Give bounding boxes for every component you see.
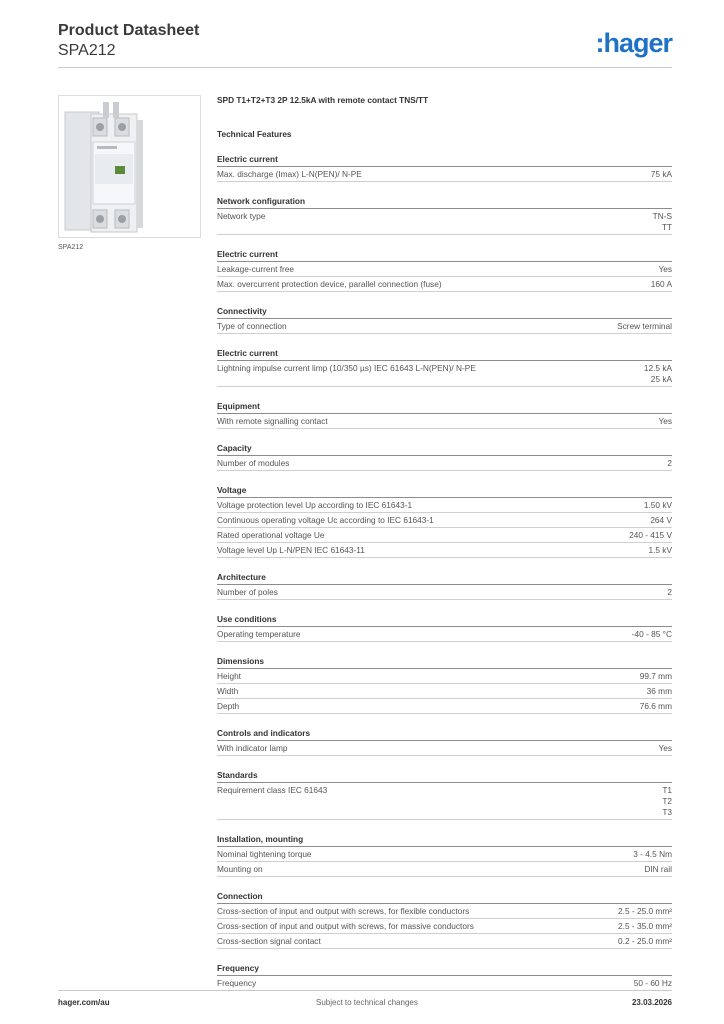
spec-value: 99.7 mm <box>639 671 672 681</box>
spec-label: Operating temperature <box>217 629 301 639</box>
section-title: Use conditions <box>217 614 672 627</box>
spec-value: 50 - 60 Hz <box>633 978 672 988</box>
spec-row <box>217 528 672 543</box>
spec-value: 76.6 mm <box>639 701 672 711</box>
spec-label: Type of connection <box>217 321 287 331</box>
spec-value: Yes <box>658 264 672 274</box>
spec-row <box>217 976 672 991</box>
spec-row <box>217 699 672 714</box>
spec-section <box>217 485 672 558</box>
spec-section <box>217 770 672 820</box>
spec-value: TN-S TT <box>652 211 672 232</box>
spec-label: Continuous operating voltage Uc according to IEC 61643-1 <box>217 515 434 525</box>
spec-value: 1.50 kV <box>643 500 672 510</box>
spec-row <box>217 262 672 277</box>
spec-value: 160 A <box>650 279 672 289</box>
spec-value: 3 - 4.5 Nm <box>633 849 672 859</box>
surge-protector-illustration <box>59 96 200 237</box>
spec-row <box>217 498 672 513</box>
spec-value: 2 <box>667 458 672 468</box>
spec-section <box>217 348 672 387</box>
section-title: Voltage <box>217 485 672 498</box>
spec-row <box>217 277 672 292</box>
spec-section <box>217 891 672 949</box>
spec-section <box>217 443 672 471</box>
section-title: Connection <box>217 891 672 904</box>
spec-label: Nominal tightening torque <box>217 849 312 859</box>
spec-label: With remote signalling contact <box>217 416 328 426</box>
page-header <box>58 22 199 61</box>
spec-value: Yes <box>658 743 672 753</box>
spec-label: Mounting on <box>217 864 263 874</box>
spec-row <box>217 319 672 334</box>
spec-row <box>217 684 672 699</box>
spec-section <box>217 401 672 429</box>
spec-label: Frequency <box>217 978 257 988</box>
footer-divider <box>58 990 672 991</box>
spec-label: Height <box>217 671 241 681</box>
spec-value: 2.5 - 25.0 mm² <box>618 906 672 916</box>
spec-section <box>217 834 672 877</box>
spec-value: T1 T2 T3 <box>662 785 672 817</box>
spec-value: 2 <box>667 587 672 597</box>
section-title: Capacity <box>217 443 672 456</box>
spec-row <box>217 669 672 684</box>
spec-value: 240 - 415 V <box>629 530 672 540</box>
spec-value: Yes <box>658 416 672 426</box>
spec-section <box>217 728 672 756</box>
spec-label: Voltage level Up L-N/PEN IEC 61643-11 <box>217 545 365 555</box>
spec-row <box>217 543 672 558</box>
spec-value: 264 V <box>650 515 672 525</box>
footer-notice: Subject to technical changes <box>316 998 418 1007</box>
spec-row <box>217 361 672 387</box>
spec-section <box>217 154 672 182</box>
spec-section <box>217 963 672 991</box>
spec-row <box>217 167 672 182</box>
spec-value: -40 - 85 °C <box>631 629 672 639</box>
spec-label: Voltage protection level Up according to IEC 61643-1 <box>217 500 413 510</box>
spec-label: Network type <box>217 211 266 221</box>
section-title: Standards <box>217 770 672 783</box>
spec-row <box>217 862 672 877</box>
spec-row <box>217 919 672 934</box>
spec-value: 36 mm <box>646 686 672 696</box>
spec-label: Cross-section signal contact <box>217 936 321 946</box>
section-title: Electric current <box>217 249 672 262</box>
spec-value: 12.5 kA 25 kA <box>643 363 672 384</box>
spec-section <box>217 572 672 600</box>
technical-features-heading: Technical Features <box>217 129 292 139</box>
hager-logo: :hager <box>595 28 672 58</box>
spec-sections <box>217 154 672 991</box>
spec-section <box>217 196 672 235</box>
spec-value: Screw terminal <box>617 321 672 331</box>
section-title: Electric current <box>217 348 672 361</box>
spec-row <box>217 513 672 528</box>
section-title: Equipment <box>217 401 672 414</box>
footer-date: 23.03.2026 <box>631 998 672 1007</box>
spec-label: Leakage-current free <box>217 264 295 274</box>
spec-label: Depth <box>217 701 240 711</box>
spec-value: 2.5 - 35.0 mm² <box>618 921 672 931</box>
section-title: Architecture <box>217 572 672 585</box>
section-title: Controls and indicators <box>217 728 672 741</box>
spec-row <box>217 847 672 862</box>
spec-value: 75 kA <box>650 169 672 179</box>
spec-label: Number of poles <box>217 587 278 597</box>
spec-row <box>217 934 672 949</box>
spec-label: Number of modules <box>217 458 290 468</box>
product-name: SPD T1+T2+T3 2P 12.5kA with remote contact TNS/TT <box>217 95 429 105</box>
spec-row <box>217 741 672 756</box>
spec-label: Width <box>217 686 239 696</box>
spec-label: With indicator lamp <box>217 743 288 753</box>
product-code: SPA212 <box>58 42 116 59</box>
section-title: Network configuration <box>217 196 672 209</box>
spec-row <box>217 627 672 642</box>
page-title: Product Datasheet <box>58 22 200 39</box>
spec-section <box>217 306 672 334</box>
spec-value: 0.2 - 25.0 mm² <box>618 936 672 946</box>
spec-row <box>217 456 672 471</box>
spec-row <box>217 783 672 820</box>
spec-label: Lightning impulse current limp (10/350 µs) IEC 61643 L-N(PEN)/ N-PE <box>217 363 476 373</box>
section-title: Electric current <box>217 154 672 167</box>
spec-row <box>217 209 672 235</box>
spec-label: Cross-section of input and output with screws, for flexible conductors <box>217 906 470 916</box>
spec-label: Max. discharge (Imax) L-N(PEN)/ N-PE <box>217 169 362 179</box>
spec-row <box>217 585 672 600</box>
header-divider <box>58 67 672 68</box>
spec-section <box>217 249 672 292</box>
section-title: Installation, mounting <box>217 834 672 847</box>
spec-label: Max. overcurrent protection device, parallel connection (fuse) <box>217 279 442 289</box>
spec-row <box>217 904 672 919</box>
footer-website: hager.com/au <box>58 998 110 1007</box>
spec-row <box>217 414 672 429</box>
product-image <box>58 95 201 238</box>
spec-value: 1.5 kV <box>648 545 672 555</box>
spec-content <box>217 95 672 991</box>
spec-value: DIN rail <box>644 864 672 874</box>
spec-section <box>217 656 672 714</box>
section-title: Dimensions <box>217 656 672 669</box>
image-caption: SPA212 <box>58 244 84 251</box>
spec-label: Cross-section of input and output with screws, for massive conductors <box>217 921 474 931</box>
spec-section <box>217 614 672 642</box>
section-title: Connectivity <box>217 306 672 319</box>
spec-label: Requirement class IEC 61643 <box>217 785 328 795</box>
section-title: Frequency <box>217 963 672 976</box>
spec-label: Rated operational voltage Ue <box>217 530 325 540</box>
